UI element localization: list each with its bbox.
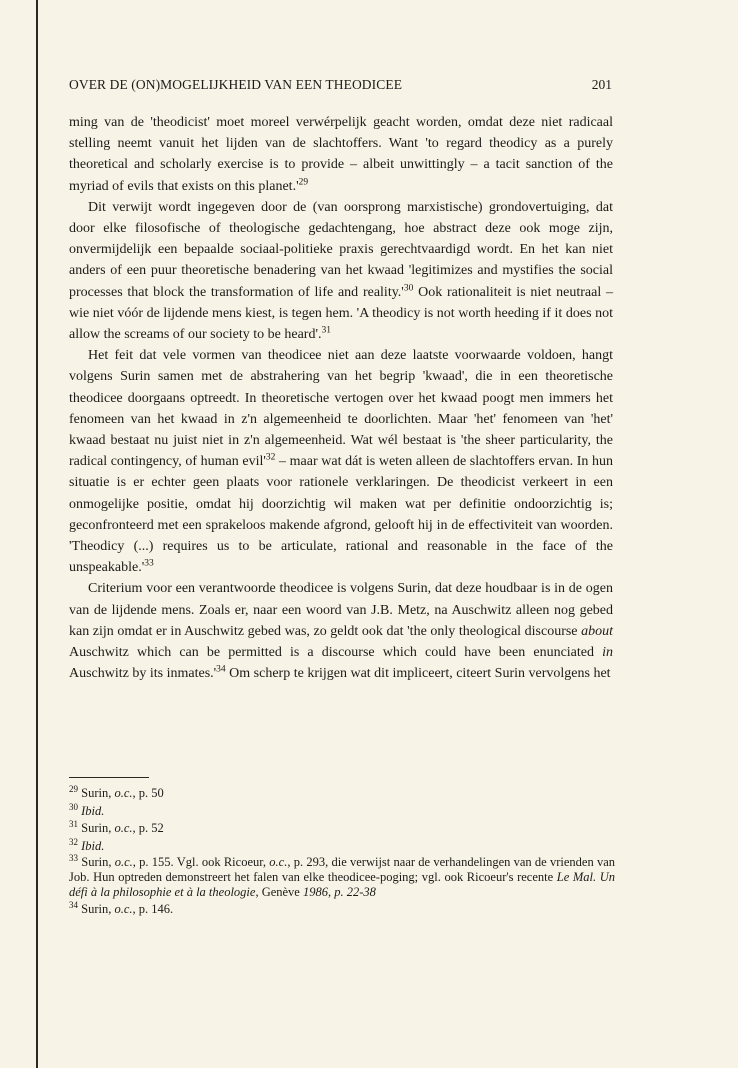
paragraph-text: Ook rationaliteit is niet neutraal – wie niet vóór de lijdende mens kiest, is tegen hem. 'A theodicy is not worth heeding if it does not allow the screams of our society to be heard'. [69, 284, 613, 343]
footnote-text: Surin, [81, 821, 115, 835]
paragraph-2 [69, 197, 613, 345]
paragraph-text: Dit verwijt wordt ingegeven door de (van oorsprong marxistische) grondovertuiging, dat door elke filosofische of theologische gedachtengang, hoe abstract deze ook moge zijn, onvermijdelijk een bepaalde sociaal-politieke praxis gerechtvaardigd wordt. En het kan niet anders of een puur theoretische benadering van het kwaad 'legitimizes and mystifies the social processes that block the transformation of life and reality.' [69, 199, 613, 300]
footnote-number: 32 [69, 836, 78, 847]
paragraph-3 [69, 345, 613, 578]
footnote-31 [69, 820, 615, 838]
footnote-text: Surin, [81, 786, 115, 800]
footnotes [69, 785, 615, 918]
paragraph-text: Criterium voor een verantwoorde theodicee is volgens Surin, dat deze houdbaar is in de ogen van de lijdende mens. Zoals er, naar een woord van J.B. Metz, na Auschwitz alleen nog gebed kan zijn omdat er in Auschwitz gebed was, zo geldt ook dat 'the only theological discourse [69, 581, 613, 639]
footnote-ref-31: 31 [321, 325, 331, 336]
footnote-text: Surin, [81, 901, 115, 916]
footnote-number: 33 [69, 852, 78, 863]
footnote-text: , p. 155. Vgl. ook Ricoeur, [132, 855, 270, 869]
footnote-italic: o.c. [114, 786, 133, 800]
footnote-text: , p. 50 [132, 786, 164, 800]
footnote-number: 29 [69, 783, 78, 794]
paragraph-text: Om scherp te krijgen wat dit impliceert, citeert Surin vervolgens het [225, 666, 611, 682]
footnote-32 [69, 838, 615, 856]
footnote-text: , p. 293, die verwijst naar de verhandelingen van de vrienden van Job. Hun optreden demonstreert het falen van elke theodicee-poging; vgl. ook Ricoeur's recente [69, 855, 616, 885]
footnote-ref-29: 29 [298, 176, 309, 187]
footnote-text: , p. 52 [132, 821, 164, 835]
footnote-30 [69, 803, 615, 821]
paragraph-text: – maar wat dát is weten alleen de slachtoffers ervan. In hun situatie is er echter geen plaats voor rationele verklaringen. De theodicist verkeert in een onmogelijke positie, omdat hij doorzichtig wil maken wat per definitie ondoorzichtig is; geconfronteerd met een sprakeloos makende afgrond, gelooft hij in de effectiviteit van woorden. 'Theodicy (...) requires us to be articulate, rational and reasonable in the face of the unspeakable.' [69, 454, 613, 576]
paragraph-1 [69, 112, 613, 197]
footnote-ref-32: 32 [265, 452, 276, 463]
paragraph-text: ming van de 'theodicist' moet moreel verwérpelijk geacht worden, omdat deze niet radicaal stelling neemt vanuit het lijden van de slachtoffers. Want 'to regard theodicy as a purely theoretical and scholarly exercise is to provide – albeit unwittingly – a tacit sanction of the myriad of evils that exists on this planet.' [69, 115, 613, 194]
paragraph-4 [69, 578, 613, 684]
footnote-ref-33: 33 [144, 558, 154, 569]
footnote-text: , p. 146. [132, 901, 174, 916]
footnote-italic: Le Mal. Un défi à la philosophie et à la theologie [69, 870, 615, 900]
footnote-number: 34 [69, 899, 78, 910]
page-number: 201 [591, 77, 612, 92]
footnote-ref-34: 34 [216, 664, 226, 675]
footnote-ref-30: 30 [403, 282, 414, 293]
footnote-29 [69, 785, 615, 803]
footnote-italic: o.c. [114, 901, 133, 916]
paragraph-text: Auschwitz which can be permitted is a discourse which could have been enunciated [69, 645, 603, 661]
footnote-italic: 1986, p. 22-38 [302, 885, 376, 900]
footnote-number: 31 [69, 818, 78, 829]
page-gutter-line [36, 0, 38, 1068]
italic-about: about [581, 623, 613, 639]
footnote-33 [69, 852, 616, 901]
footnote-italic: o.c. [114, 821, 133, 835]
footnote-34 [69, 901, 615, 919]
footnote-italic: Ibid. [81, 803, 105, 818]
footnote-number: 30 [69, 801, 78, 812]
footnote-text: Surin, [81, 855, 115, 869]
paragraph-text: Auschwitz by its inmates.' [69, 666, 217, 682]
running-title: OVER DE (ON)MOGELIJKHEID VAN EEN THEODICEE [69, 77, 403, 92]
footnote-italic: Ibid. [81, 838, 105, 853]
footnote-rule [69, 777, 149, 778]
italic-in: in [602, 645, 613, 661]
footnote-italic: o.c. [114, 855, 133, 869]
paragraph-text: Het feit dat vele vormen van theodicee niet aan deze laatste voorwaarde voldoen, hangt volgens Surin samen met de abstrahering van het begrip 'kwaad', die in een theoretische theodicee doorgaans optreedt. In theoretische vertogen over het kwaad poogt men immers het fenomeen van het kwaad in z'n algemeenheid te doorlichten. Maar 'het' fenomeen van 'het' kwaad bestaat nu juist niet in z'n algemeenheid. Wat wél bestaat is 'the sheer particularity, the radical contingency, of human evil' [69, 348, 613, 470]
body-text [69, 112, 613, 684]
footnote-italic: o.c. [269, 855, 288, 869]
footnote-text: , Genève [255, 885, 303, 900]
